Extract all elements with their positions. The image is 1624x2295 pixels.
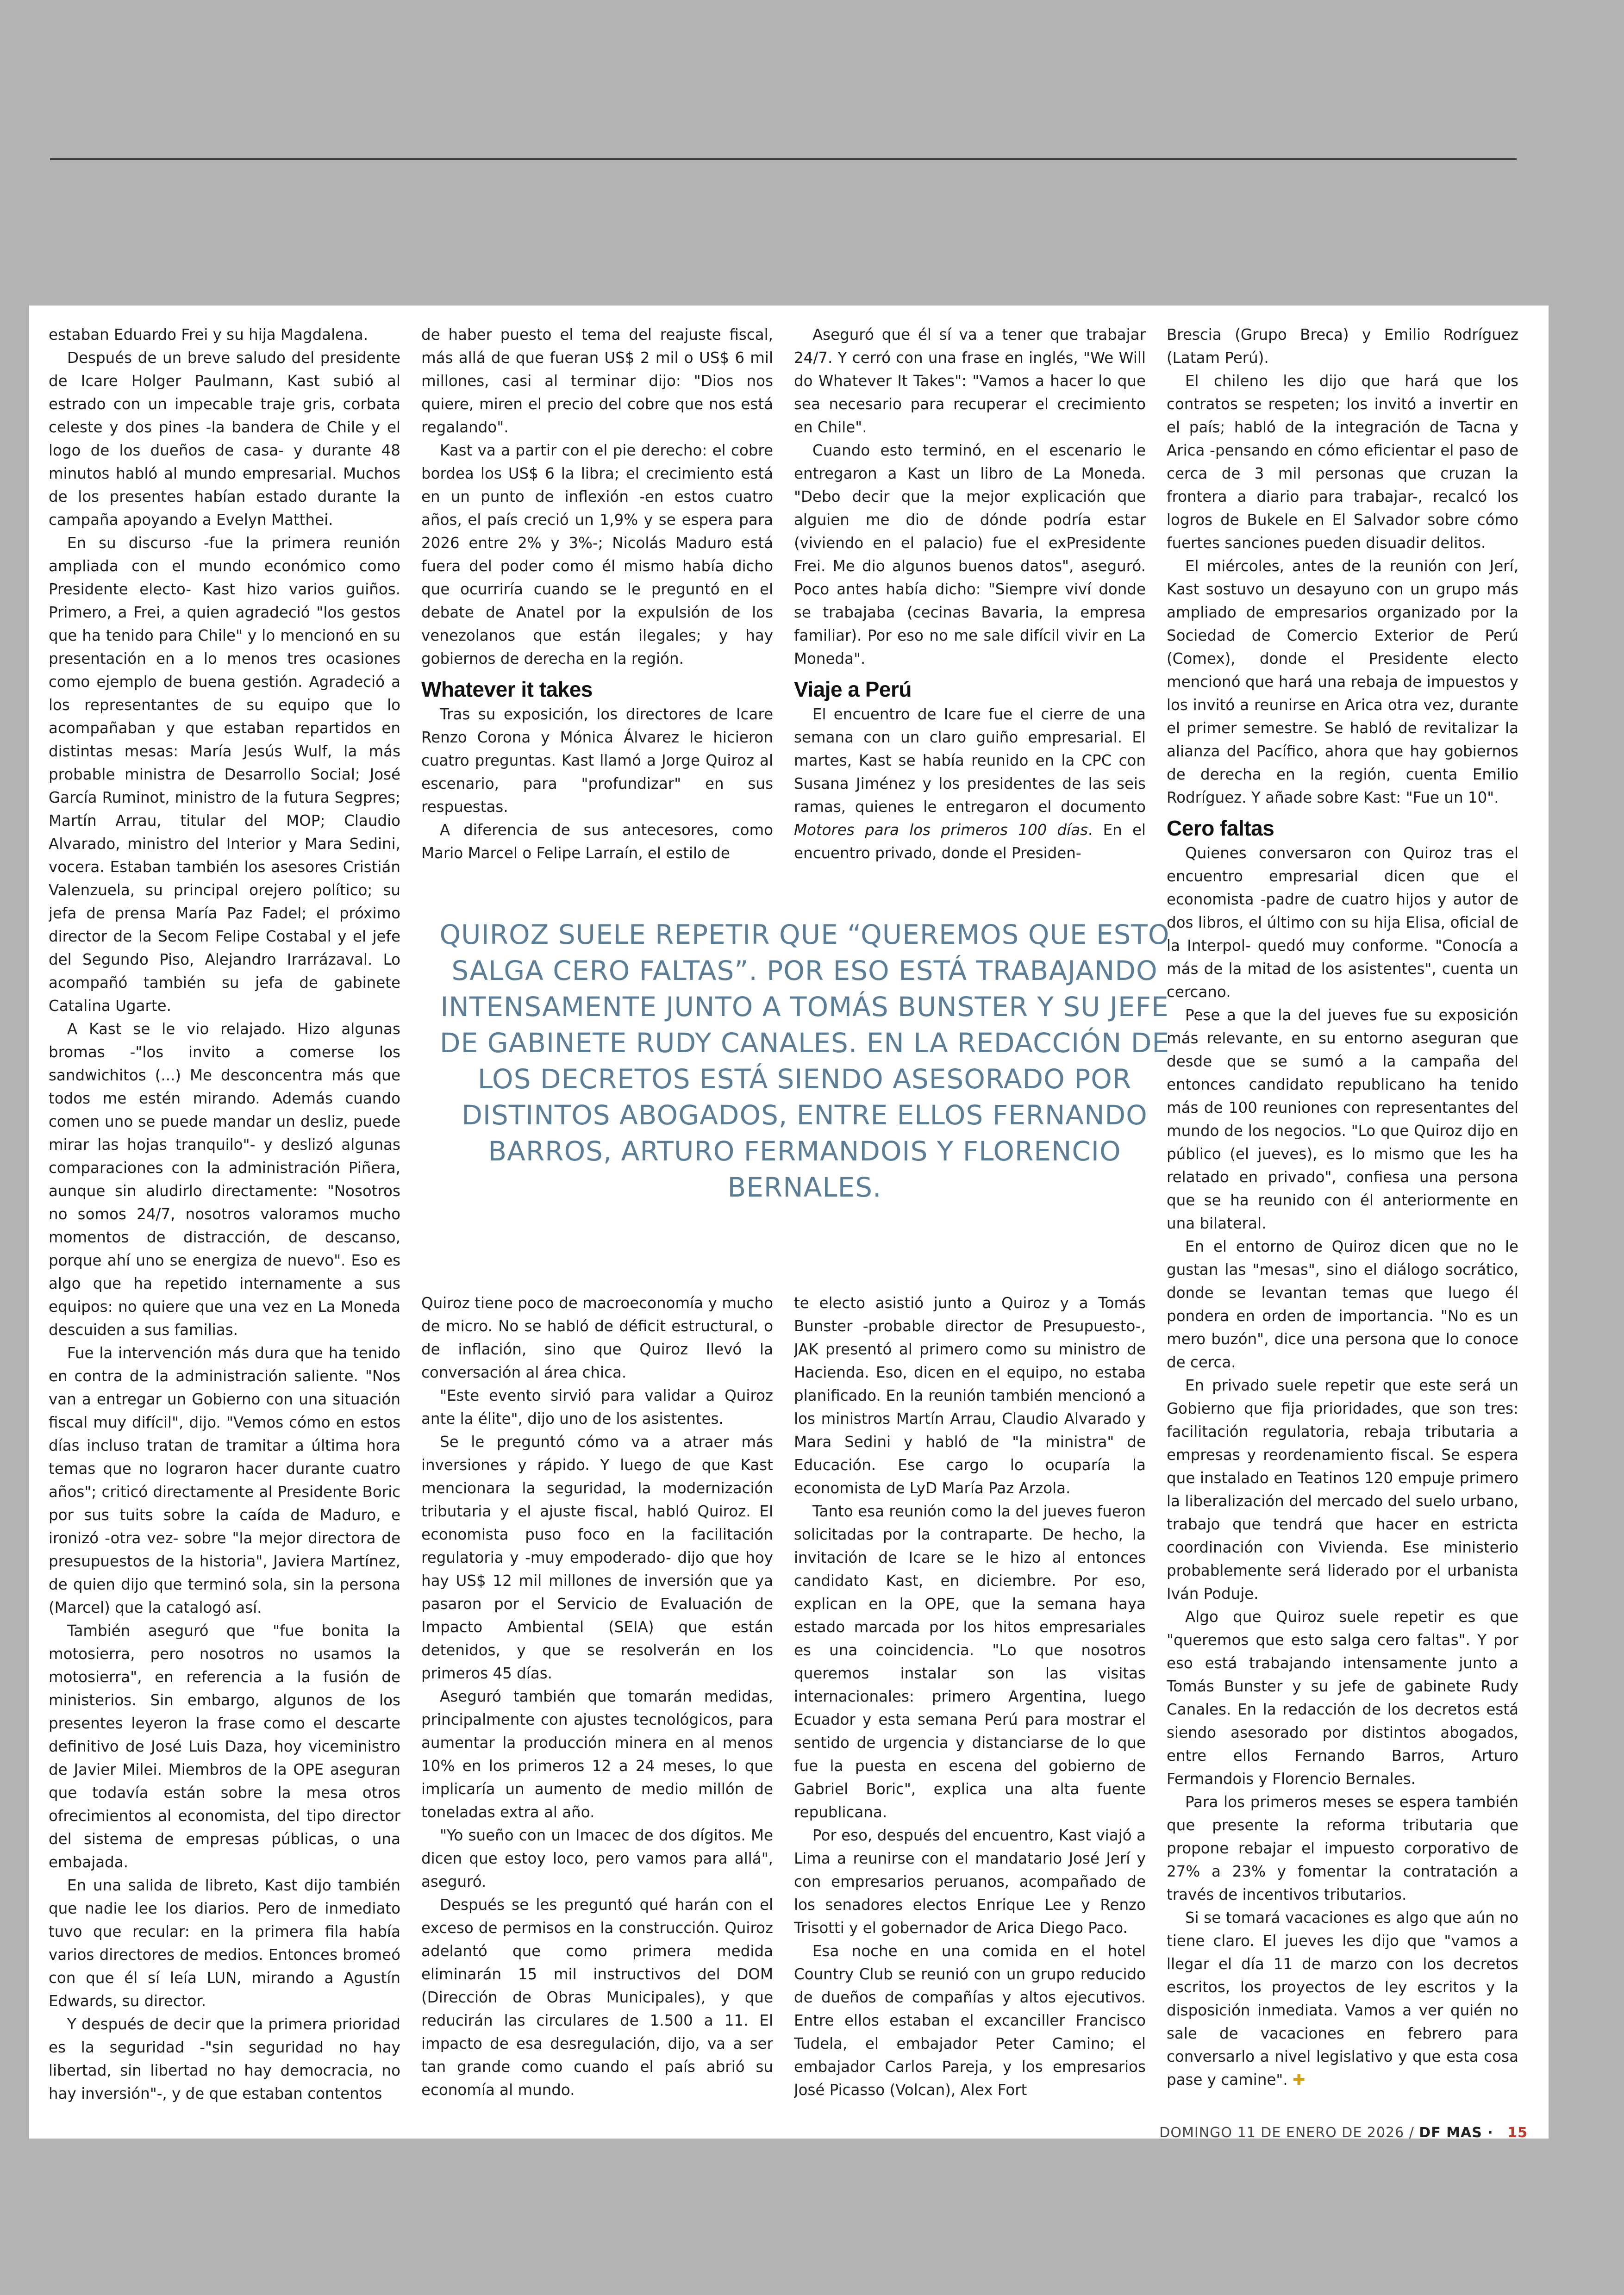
paragraph: estaban Eduardo Frei y su hija Magdalena.: [49, 326, 369, 343]
paragraph: Para los primeros meses se espera también que presente la reforma tributaria que propone rebajar el impuesto corporativo de 27% a 23% y fomentar la contratación a través de incentivos tributarios.: [1167, 1793, 1518, 1903]
subheading-viaje-a-peru: Viaje a Perú: [794, 677, 912, 701]
paragraph: Y después de decir que la primera prioridad es la seguridad -"sin seguridad no hay libertad, sin libertad no hay democracia, no hay inversión"-, y de que estaban contentos: [49, 2015, 400, 2102]
paragraph: Quienes conversaron con Quiroz tras el encuentro empresarial dicen que el economista -padre de cuatro hijos y autor de dos libros, el último con su hija Elisa, oficial de la Interpol- quedó muy conforme. "Conocía a más de la mitad de los asistentes", cuenta un cercano.: [1167, 844, 1518, 1001]
paragraph: Brescia (Grupo Breca) y Emilio Rodríguez (Latam Perú).: [1167, 326, 1518, 367]
column-3-upper-text: [794, 323, 1146, 670]
paragraph: "Yo sueño con un Imacec de dos dígitos. Me dicen que estoy loco, pero vamos para allá", aseguró.: [421, 1827, 773, 1890]
paragraph: Tanto esa reunión como la del jueves fueron solicitadas por la contraparte. De hecho, la invitación de Icare se le hizo al entonces candidato Kast, en diciembre. Por eso, explican en la OPE, que la semana haya estado marcada por los hitos empresariales es una coincidencia. "Lo que nosotros queremos instalar son las visitas internacionales: primero Argentina, luego Ecuador y esta semana Perú para mostrar el sentido de urgencia y distanciarse de lo que fue la puesta en escena del gobierno de Gabriel Boric", explica una alta fuente republicana.: [794, 1503, 1146, 1821]
paragraph: Esa noche en una comida en el hotel Country Club se reunió con un grupo reducido de dueños de compañías y altos ejecutivos. Entre ellos estaban el excanciller Francisco Tudela, el embajador Peter Camino; el embajador Carlos Pareja, y los empresarios José Picasso (Volcan), Alex Fort: [794, 1942, 1146, 2099]
magazine-page: [29, 306, 1549, 2139]
column-4: [1167, 323, 1518, 2128]
paragraph: El chileno les dijo que hará que los contratos se respeten; los invitó a invertir en el país; habló de la integración de Tacna y Arica -pensando en cómo eficientar el paso de cerca de 3 mil personas que cruzan la frontera a diario para trabajar-, recalcó los logros de Bukele en El Salvador sobre cómo fuertes sanciones pueden disuadir delitos.: [1167, 372, 1518, 552]
paragraph: Quiroz tiene poco de macroeconomía y mucho de micro. No se habló de déficit estructural, o de inflación, sino que Quiroz llevó la conversación al área chica.: [421, 1294, 773, 1381]
column-3-bottom: [794, 1291, 1146, 2129]
subheading-whatever-it-takes: Whatever it takes: [421, 677, 593, 701]
paragraph: Se le preguntó cómo va a atraer más inversiones y rápido. Y luego de que Kast mencionara la seguridad, la modernización tributaria y el ajuste fiscal, habló Quiroz. El economista puso foco en la facilitación regulatoria y -muy empoderado- dijo que hoy hay US$ 12 mil millones de inversión que ya pasaron por el Servicio de Evaluación de Impacto Ambiental (SEIA) que están detenidos, y que se resolverán en los primeros 45 días.: [421, 1433, 773, 1682]
footer-date: DOMINGO 11 DE ENERO DE 2026 /: [1159, 2125, 1414, 2141]
column-1: [49, 323, 400, 2128]
paragraph: Fue la intervención más dura que ha tenido en contra de la administración saliente. "Nos van a entregar un Gobierno con una situación fiscal muy difícil", dijo. "Vemos cómo en estos días incluso tratan de tramitar a última hora temas que no lograron hacer durante cuatro años"; criticó directamente al Presidente Boric por sus tuits sobre la caída de Maduro, e ironizó -otra vez- sobre "la mejor directora de presupuestos de la historia", Javiera Martínez, de quien dijo que terminó sola, sin la persona (Marcel) que la catalogó así.: [49, 1344, 400, 1616]
paragraph: El encuentro de Icare fue el cierre de una semana con un claro guiño empresarial. El martes, Kast se había reunido en la CPC con Susana Jiménez y los presidentes de las seis ramas, quienes le entregaron el documento Motores para los primeros 100 días. En el encuentro privado, donde el Presiden-: [794, 705, 1146, 862]
paragraph: Algo que Quiroz suele repetir es que "queremos que esto salga cero faltas". Y por eso está trabajando intensamente junto a Tomás Bunster y su jefe de gabinete Rudy Canales. En la redacción de los decretos está siendo asesorado por distintos abogados, entre ellos Fernando Barros, Arturo Fermandois y Florencio Bernales.: [1167, 1608, 1518, 1788]
paragraph: En una salida de libreto, Kast dijo también que nadie lee los diarios. Pero de inmediato tuvo que recular: en la primera fila había varios directores de medios. Entonces bromeó con que él sí leía LUN, mirando a Agustín Edwards, su director.: [49, 1877, 400, 2010]
column-2-upper-text: [421, 323, 773, 670]
paragraph: También aseguró que "fue bonita la motosierra, pero nosotros no usamos la motosierra", en referencia a la fusión de ministerios. Sin embargo, algunos de los presentes leyeron la frase como el descarte definitivo de José Luis Daza, hoy viceministro de Javier Milei. Miembros de la OPE aseguran que todavía están sobre la mesa otros ofrecimientos al economista, del tipo director del sistema de empresas públicas, o una embajada.: [49, 1622, 400, 1871]
top-rule: [50, 158, 1517, 160]
paragraph: Aseguró que él sí va a tener que trabajar 24/7. Y cerró con una frase en inglés, "We Will do Whatever It Takes": "Vamos a hacer lo que sea necesario para recuperar el crecimiento en Chile".: [794, 326, 1146, 436]
end-mark-icon: ✚: [1293, 2071, 1305, 2089]
page-number: 15: [1507, 2125, 1528, 2141]
footer-brand: DF MAS ·: [1419, 2125, 1493, 2141]
column-4-upper-text: [1167, 323, 1518, 809]
column-2-top: [421, 323, 773, 911]
paragraph: Aseguró también que tomarán medidas, principalmente con ajustes tecnológicos, para aumentar la producción minera en al menos 10% en los primeros 12 a 24 meses, lo que implicaría un aumento de medio millón de toneladas extra al año.: [421, 1688, 773, 1821]
column-2-lower-text: [421, 703, 773, 865]
paragraph: En su discurso -fue la primera reunión ampliada con el mundo económico como Presidente electo- Kast hizo varios guiños. Primero, a Frei, a quien agradeció "los gestos que ha tenido para Chile" y lo mencionó en su presentación en a lo menos tres ocasiones como ejemplo de buena gestión. Agradeció a los representantes de su equipo que lo acompañaban y que estaban repartidos en distintas mesas: María Jesús Wulf, la más probable ministra de Desarrollo Social; José García Ruminot, ministro de la futura Segpres; Martín Arrau, titular del MOP; Claudio Alvarado, ministro del Interior y Mara Sedini, vocera. Estaban también los asesores Cristián Valenzuela, su principal orejero político; su jefa de prensa María Paz Fadel; el próximo director de la Secom Felipe Costabal y el jefe del Segundo Piso, Alejandro Irarrázaval. Lo acompañó también su jefa de gabinete Catalina Ugarte.: [49, 534, 400, 1015]
paragraph: A diferencia de sus antecesores, como Mario Marcel o Felipe Larraín, el estilo de: [421, 821, 773, 862]
paragraph: En el entorno de Quiroz dicen que no le gustan las "mesas", sino el diálogo socrático, donde se levantan temas que luego él pondera en orden de importancia. "No es un mero buzón", dice una persona que lo conoce de cerca.: [1167, 1238, 1518, 1371]
paragraph: Por eso, después del encuentro, Kast viajó a Lima a reunirse con el mandatario José Jerí y con empresarios peruanos, acompañado de los senadores electos Enrique Lee y Renzo Trisotti y el gobernador de Arica Diego Paco.: [794, 1827, 1146, 1937]
column-4-lower-text: [1167, 842, 1518, 1906]
paragraph-final: Si se tomará vacaciones es algo que aún no tiene claro. El jueves les dijo que "vamos a llegar el día 11 de marzo con los decretos escritos, los proyectos de ley escritos y la disposición inmediata. Vamos a ver quién no sale de vacaciones en febrero para conversarlo a nivel legislativo y que esta cosa pase y camine". ✚: [1167, 1909, 1518, 2089]
paragraph: Después de un breve saludo del presidente de Icare Holger Paulmann, Kast subió al estrado con un impecable traje gris, corbata celeste y dos pines -la bandera de Chile y el logo de los dueños de casa- y durante 48 minutos habló al mundo empresarial. Muchos de los presentes habían estado durante la campaña apoyando a Evelyn Matthei.: [49, 349, 400, 529]
document-title: Motores para los primeros 100 días: [794, 821, 1088, 839]
paragraph: "Este evento sirvió para validar a Quiroz ante la élite", dijo uno de los asistentes.: [421, 1387, 773, 1428]
paragraph: El miércoles, antes de la reunión con Jerí, Kast sostuvo un desayuno con un grupo más ampliado de empresarios organizado por la Sociedad de Comercio Exterior de Perú (Comex), donde el Presidente electo mencionó que hará una rebaja de impuestos y los invitó a reunirse en Arica otra vez, durante el primer semestre. Se habló de revitalizar la alianza del Pacífico, ahora que hay gobiernos de derecha en la región, cuenta Emilio Rodríguez. Y añade sobre Kast: "Fue un 10".: [1167, 557, 1518, 806]
paragraph: Tras su exposición, los directores de Icare Renzo Corona y Mónica Álvarez le hicieron cuatro preguntas. Kast llamó a Jorge Quiroz al escenario, para "profundizar" en sus respuestas.: [421, 705, 773, 816]
paragraph: En privado suele repetir que este será un Gobierno que fija prioridades, que son tres: facilitación regulatoria, rebaja tributaria a empresas y reordenamiento fiscal. Se espera que instalado en Teatinos 120 empuje primero la liberalización del mercado del suelo urbano, trabajo que tendrá que hacer en estricta coordinación con Vivienda. Ese ministerio probablemente será liderado por el urbanista Iván Poduje.: [1167, 1377, 1518, 1603]
paragraph: de haber puesto el tema del reajuste fiscal, más allá de que fueran US$ 2 mil o US$ 6 mil millones, casi al terminar dijo: "Dios nos quiere, miren el precio del cobre que nos está regalando".: [421, 326, 773, 436]
column-3-top: [794, 323, 1146, 911]
paragraph: Cuando esto terminó, en el escenario le entregaron a Kast un libro de La Moneda. "Debo decir que la mejor explicación que alguien me dio de dónde podría estar (viviendo en el palacio) fue el exPresidente Frei. Me dio algunos buenos datos", aseguró. Poco antes había dicho: "Siempre viví donde se trabajaba (cecinas Bavaria, la empresa familiar). Por eso no me sale difícil vivir en La Moneda".: [794, 442, 1146, 667]
subheading-cero-faltas: Cero faltas: [1167, 816, 1274, 840]
paragraph: Kast va a partir con el pie derecho: el cobre bordea los US$ 6 la libra; el crecimiento está en un punto de inflexión -en estos cuatro años, el país creció un 1,9% y se espera para 2026 entre 2% y 3%-; Nicolás Maduro está fuera del poder como él mismo había dicho que ocurriría cuando se le preguntó en el debate de Anatel por la expulsión de los venezolanos que están ilegales; y hay gobiernos de derecha en la región.: [421, 442, 773, 667]
paragraph: Después se les preguntó qué harán con el exceso de permisos en la construcción. Quiroz adelantó que como primera medida eliminarán 15 mil instructivos del DOM (Dirección de Obras Municipales), y que reducirán las circulares de 1.500 a 11. El impacto de esa desregulación, dijo, va a ser tan grande como cuando el país abrió su economía al mundo.: [421, 1896, 773, 2099]
page-footer: [1157, 2125, 1528, 2141]
pull-quote: QUIROZ SUELE REPETIR QUE “QUEREMOS QUE ESTO SALGA CERO FALTAS”. POR ESO ESTÁ TRABAJANDO INTENSAMENTE JUNTO A TOMÁS BUNSTER Y SU JEFE DE GABINETE RUDY CANALES. EN LA REDACCIÓN DE LOS DECRETOS ESTÁ SIENDO ASESORADO POR DISTINTOS ABOGADOS, ENTRE ELLOS FERNANDO BARROS, ARTURO FERMANDOIS Y FLORENCIO BERNALES.: [439, 919, 1170, 1203]
paragraph: te electo asistió junto a Quiroz y a Tomás Bunster -probable director de Presupuesto-, JAK presentó al primero como su ministro de Hacienda. Eso, dicen en el equipo, no estaba planificado. En la reunión también mencionó a los ministros Martín Arrau, Claudio Alvarado y Mara Sedini y habló de "la ministra" de Educación. Ese cargo lo ocuparía la economista de LyD María Paz Arzola.: [794, 1294, 1146, 1497]
column-2-bottom: [421, 1291, 773, 2129]
paragraph: A Kast se le vio relajado. Hizo algunas bromas -"los invito a comerse los sandwichitos (...) Me desconcentra más que todos me estén mirando. Además cuando comen uno se puede mandar un desliz, puede mirar las hojas tranquilo"- y deslizó algunas comparaciones con la administración Piñera, aunque sin aludirlo directamente: "Nosotros no somos 24/7, nosotros valoramos mucho momentos de distracción, de descanso, porque ahí uno se energiza de nuevo". Eso es algo que ha repetido internamente a sus equipos: no quiere que una vez en La Moneda descuiden a sus familias.: [49, 1020, 400, 1339]
paragraph: Pese a que la del jueves fue su exposición más relevante, en su entorno aseguran que desde que se sumó a la campaña del entonces candidato republicano ha tenido más de 100 reuniones con representantes del mundo de los negocios. "Lo que Quiroz dijo en público (el jueves), es lo mismo que les ha relatado en privado", confiesa una persona que se ha reunido con él anteriormente en una bilateral.: [1167, 1006, 1518, 1232]
